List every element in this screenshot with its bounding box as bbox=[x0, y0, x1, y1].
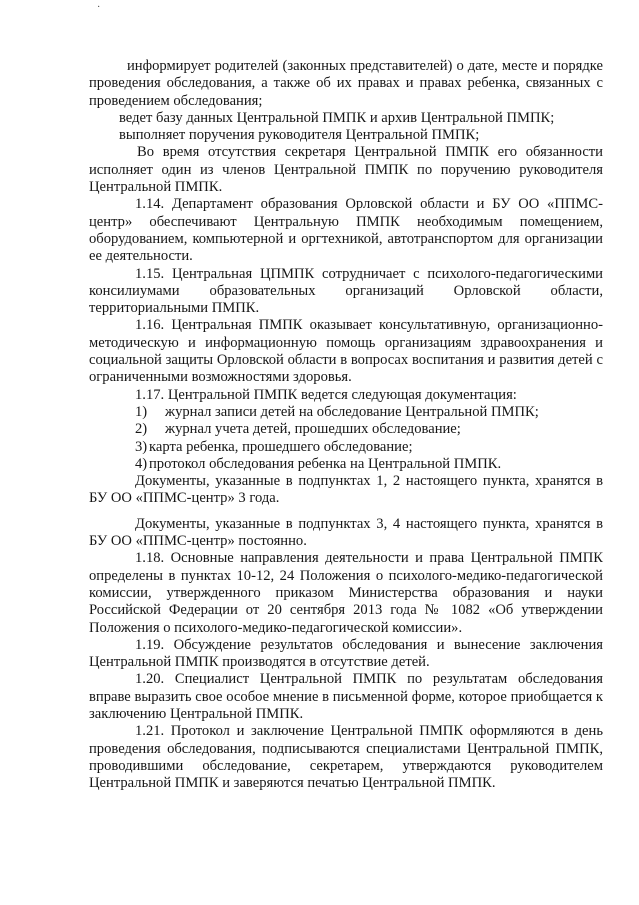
list-item-text: журнал учета детей, прошедших обследование; bbox=[165, 421, 461, 438]
list-item-number: 4) bbox=[135, 455, 148, 472]
paragraph-1-16: 1.16. Центральная ПМПК оказывает консультативную, организационно-методическую и информационную помощь организациям здравоохранения и социальной защиты Орловской области в вопросах воспитания и развития детей с ограниченными возможностями здоровья. bbox=[89, 317, 603, 386]
scan-mark: · bbox=[97, 2, 101, 13]
paragraph-1-14: 1.14. Департамент образования Орловской области и БУ ОО «ППМС-центр» обеспечивают Центральную ПМПК необходимым помещением, оборудованием, компьютерной и оргтехникой, автотранспортом для организации ее деятельности. bbox=[89, 196, 603, 265]
paragraph-informs: информирует родителей (законных представителей) о дате, месте и порядке проведения обследования, а также об их правах и правах ребенка, связанных с проведением обследования; bbox=[89, 58, 603, 109]
list-item-text: карта ребенка, прошедшего обследование; bbox=[149, 438, 413, 455]
document-page bbox=[89, 58, 603, 792]
paragraph-docs-3-4: Документы, указанные в подпунктах 3, 4 настоящего пункта, хранятся в БУ ОО «ППМС-центр» постоянно. bbox=[89, 515, 603, 550]
paragraph-docs-1-2: Документы, указанные в подпунктах 1, 2 настоящего пункта, хранятся в БУ ОО «ППМС-центр» 3 года. bbox=[89, 473, 603, 507]
paragraph-database: ведет базу данных Центральной ПМПК и архив Центральной ПМПК; bbox=[119, 109, 555, 126]
list-item bbox=[89, 421, 603, 438]
list-item-number: 1) bbox=[135, 403, 148, 420]
paragraph-1-17: 1.17. Центральной ПМПК ведется следующая документация: bbox=[135, 386, 517, 403]
list-item-number: 2) bbox=[135, 421, 148, 438]
paragraph-orders: выполняет поручения руководителя Центральной ПМПК; bbox=[119, 127, 480, 144]
paragraph-secretary-absence: Во время отсутствия секретаря Центральной ПМПК его обязанности исполняет один из членов Центральной ПМПК по поручению руководителя Центральной ПМПК. bbox=[89, 144, 603, 196]
list-item bbox=[89, 456, 603, 473]
list-item-number: 3) bbox=[135, 438, 148, 455]
paragraph-1-19: 1.19. Обсуждение результатов обследования и вынесение заключения Центральной ПМПК производятся в отсутствие детей. bbox=[89, 636, 603, 671]
list-item bbox=[89, 439, 603, 456]
spacer bbox=[89, 508, 603, 516]
list-item-text: протокол обследования ребенка на Центральной ПМПК. bbox=[149, 455, 502, 472]
paragraph-1-21: 1.21. Протокол и заключение Центральной ПМПК оформляются в день проведения обследования, подписываются специалистами Центральной ПМПК, проводившими обследование, секретарем, утверждаются руководителем Центральной ПМПК и заверяются печатью Центральной ПМПК. bbox=[89, 723, 603, 792]
paragraph-1-18: 1.18. Основные направления деятельности и права Центральной ПМПК определены в пунктах 10-12, 24 Положения о психолого-медико-педагогической комиссии, утвержденного приказом Министерства образования и науки Российской Федерации от 20 сентября 2013 года № 1082 «Об утверждении Положения о психолого-медико-педагогической комиссии». bbox=[89, 550, 603, 636]
list-item-text: журнал записи детей на обследование Центральной ПМПК; bbox=[165, 403, 539, 420]
paragraph-1-20: 1.20. Специалист Центральной ПМПК по результатам обследования вправе выразить свое особое мнение в письменной форме, которое приобщается к заключению Центральной ПМПК. bbox=[89, 671, 603, 722]
list-item bbox=[89, 404, 603, 421]
paragraph-1-15: 1.15. Центральная ЦПМПК сотрудничает с психолого-педагогическими консилиумами образовательных организаций Орловской области, территориальными ПМПК. bbox=[89, 265, 603, 317]
documentation-list bbox=[89, 404, 603, 473]
